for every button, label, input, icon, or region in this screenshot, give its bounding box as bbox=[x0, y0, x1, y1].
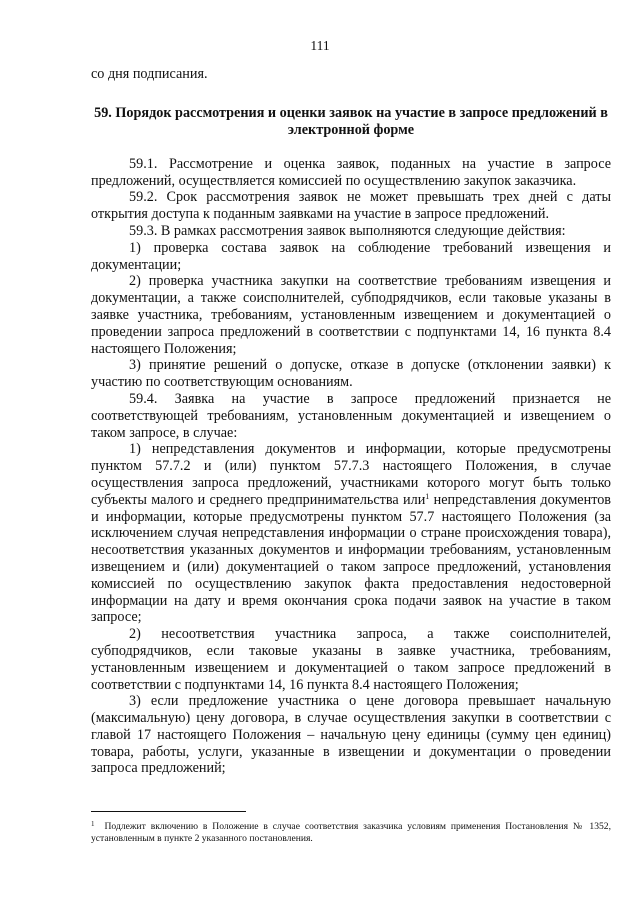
footnote bbox=[91, 818, 611, 845]
list-item-59-4-1 bbox=[91, 441, 611, 626]
section-heading: 59. Порядок рассмотрения и оценки заявок на участие в запросе предложений в электронной форме bbox=[94, 104, 608, 138]
page-number: 111 bbox=[310, 38, 330, 53]
footnote-reference: 1 bbox=[425, 491, 430, 501]
list-item-59-4-2: 2) несоответствия участника запроса, а также соисполнителей, субподрядчиков, если таковые указаны в заявке участника, требованиям, установленным извещением и документацией о таком запросе предложений в соответствии с подпунктами 14, 16 пункта 8.4 настоящего Положения; bbox=[91, 626, 611, 693]
list-item-59-3-2: 2) проверка участника закупки на соответствие требованиям извещения и документации, а также соисполнителей, субподрядчиков, если таковые указаны в заявке участника, требованиям, установленным извещением и документацией о проведении запроса предложений в соответствии с подпунктами 14, 16 пункта 8.4 настоящего Положения; bbox=[91, 273, 611, 357]
footnote-text: Подлежит включению в Положение в случае соответствия заказчика условиям применения Постановления № 1352, установленным в пункте 2 указанного постановления. bbox=[91, 821, 611, 844]
footnote-mark: 1 bbox=[91, 820, 95, 828]
list-item-text-part: непредставления документов и информации, которые предусмотрены пунктом 57.7 настоящего Положения (за исключением случая непредставления информации о стране происхождения товара), несоответствия указанных документов и информации требованиям, установленным извещением и (или) документацией о таком запросе предложений, установления комиссией по осуществлению закупок факта предоставления недостоверной информации на дату и время окончания срока подачи заявок на участие в таком запросе; bbox=[91, 491, 612, 626]
paragraph-continuation: со дня подписания. bbox=[91, 66, 208, 82]
body-text bbox=[91, 66, 611, 777]
paragraph-59-4: 59.4. Заявка на участие в запросе предложений признается не соответствующей требованиям, установленным документацией и извещением о таком запросе, в случае: bbox=[91, 390, 611, 441]
footnote-separator bbox=[91, 811, 246, 812]
paragraph-59-3: 59.3. В рамках рассмотрения заявок выполняются следующие действия: bbox=[129, 222, 566, 239]
list-item-59-3-1: 1) проверка состава заявок на соблюдение требований извещения и документации; bbox=[91, 239, 611, 273]
paragraph-59-2: 59.2. Срок рассмотрения заявок не может превышать трех дней с даты открытия доступа к поданным заявками на участие в запросе предложений. bbox=[91, 189, 611, 223]
list-item-59-3-3: 3) принятие решений о допуске, отказе в допуске (отклонении заявки) к участию по соответствующим основаниям. bbox=[91, 357, 611, 391]
list-item-text-part: 1) непредставления документов и информации, которые предусмотрены пунктом 57.7.2 и (или) пунктом 57.7.3 настоящего Положения, в случае осуществления запроса предложений, участниками которого могут быть только субъекты малого и среднего предпринимательства или bbox=[91, 441, 611, 508]
list-item-59-4-3: 3) если предложение участника о цене договора превышает начальную (максимальную) цену договора, в случае осуществления закупки в соответствии с главой 17 настоящего Положения – начальную цену единицы (сумму цен единиц) товара, работы, услуги, указанные в извещении и документации о проведении запроса предложений; bbox=[91, 693, 611, 777]
paragraph-59-1: 59.1. Рассмотрение и оценка заявок, поданных на участие в запросе предложений, осуществляется комиссией по осуществлению закупок заказчика. bbox=[91, 155, 611, 189]
